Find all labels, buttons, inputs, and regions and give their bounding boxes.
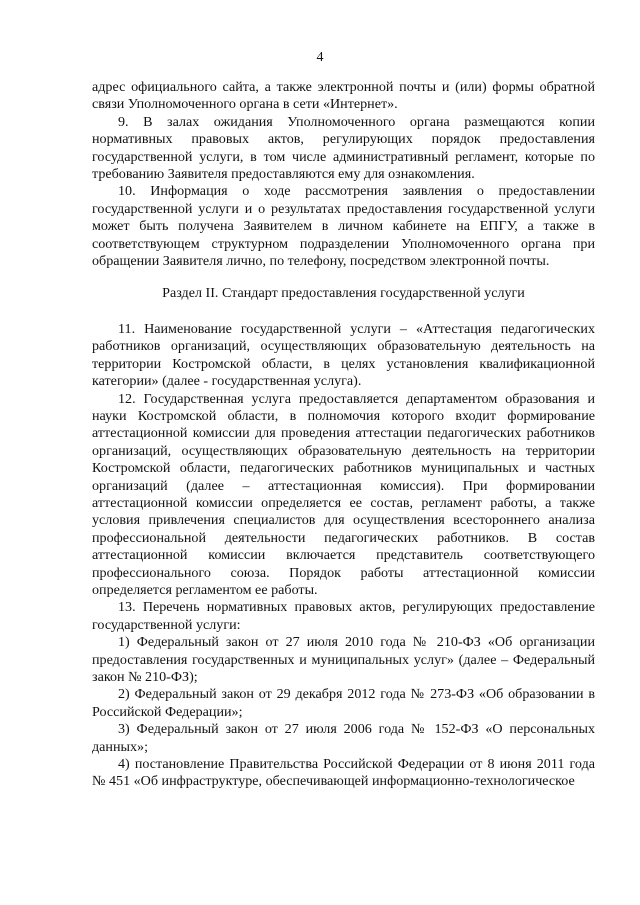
section-heading: Раздел II. Стандарт предоставления государственной услуги	[162, 285, 525, 302]
list-item-1: 1) Федеральный закон от 27 июля 2010 года № 210-ФЗ «Об организации предоставления государственных и муниципальных услуг» (далее – Федеральный закон № 210-ФЗ);	[92, 634, 595, 685]
document-body	[92, 79, 595, 791]
list-item-3: 3) Федеральный закон от 27 июля 2006 года № 152-ФЗ «О персональных данных»;	[92, 721, 595, 755]
paragraph-10: 10. Информация о ходе рассмотрения заявления о предоставлении государственной услуги и о результатах предоставления государственной услуги может быть получена Заявителем в личном кабинете на ЕПГУ, а также в соответствующем структурном подразделении Уполномоченного органа при обращении Заявителя лично, по телефону, посредством электронной почты.	[92, 183, 595, 270]
list-item-4: 4) постановление Правительства Российской Федерации от 8 июня 2011 года № 451 «Об инфраструктуре, обеспечивающей информационно-технологическое	[92, 756, 595, 790]
page-number: 4	[316, 50, 324, 65]
paragraph-13: 13. Перечень нормативных правовых актов, регулирующих предоставление государственной услуги:	[92, 599, 595, 633]
paragraph-12: 12. Государственная услуга предоставляется департаментом образования и науки Костромской области, в полномочия которого входит формирование аттестационной комиссии для проведения аттестации педагогических работников организаций, осуществляющих образовательную деятельность на территории Костромской области, педагогических работников муниципальных и частных организаций (далее – аттестационная комиссия). При формировании аттестационной комиссии определяется ее состав, регламент работы, а также условия привлечения специалистов для осуществления всестороннего анализа профессиональной деятельности педагогических работников. В состав аттестационной комиссии включается представитель соответствующего профессионального союза. Порядок работы аттестационной комиссии определяется регламентом ее работы.	[92, 390, 595, 598]
paragraph-11: 11. Наименование государственной услуги – «Аттестация педагогических работников организаций, осуществляющих образовательную деятельность на территории Костромской области, в целях установления квалификационной категории» (далее - государственная услуга).	[92, 320, 595, 390]
paragraph-site-address: адрес официального сайта, а также электронной почты и (или) формы обратной связи Уполномоченного органа в сети «Интернет».	[92, 79, 595, 113]
list-item-2: 2) Федеральный закон от 29 декабря 2012 года № 273-ФЗ «Об образовании в Российской Федерации»;	[92, 686, 595, 720]
paragraph-9: 9. В залах ожидания Уполномоченного органа размещаются копии нормативных правовых актов, регулирующих порядок предоставления государственной услуги, в том числе административный регламент, которые по требованию Заявителя предоставляются ему для ознакомления.	[92, 113, 595, 183]
